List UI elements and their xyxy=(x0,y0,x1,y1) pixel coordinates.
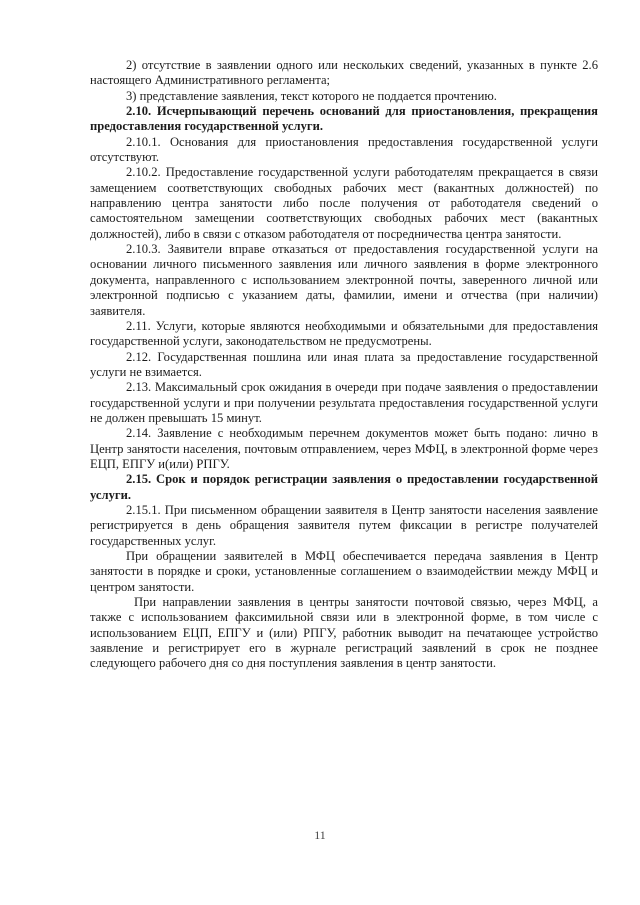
paragraph-item-1: 2) отсутствие в заявлении одного или нескольких сведений, указанных в пункте 2.6 настоящего Административного регламента; xyxy=(90,58,598,88)
paragraph-2-10-3: 2.10.3. Заявители вправе отказаться от предоставления государственной услуги на основании личного письменного заявления или личного заявления в форме электронного документа, направленного с использованием электронной почты, заверенного личной или электронной подписью с указанием даты, фамилии, имени и отчества (при наличии) заявителя. xyxy=(90,242,598,318)
paragraph-2-15-1: 2.15.1. При письменном обращении заявителя в Центр занятости населения заявление регистрируется в день обращения заявителя путем фиксации в регистре получателей государственных услуг. xyxy=(90,502,598,548)
section-heading-2-10: 2.10. Исчерпывающий перечень оснований для приостановления, прекращения предоставления государственной услуги. xyxy=(90,104,598,134)
document-body xyxy=(90,58,598,672)
paragraph-2-10-2: 2.10.2. Предоставление государственной услуги работодателям прекращается в связи замещением соответствующих свободных рабочих мест (вакантных должностей) по направлению центра занятости либо после получения от работодателя сведений о самостоятельном замещении соответствующих свободных рабочих мест (вакантных должностей), либо в связи с отказом работодателя от посредничества центра занятости. xyxy=(90,165,598,241)
page-number: 11 xyxy=(314,828,326,842)
paragraph-item-3: 3) представление заявления, текст которого не поддается прочтению. xyxy=(126,88,497,103)
paragraph-2-11: 2.11. Услуги, которые являются необходимыми и обязательными для предоставления государственной услуги, законодательством не предусмотрены. xyxy=(90,318,598,349)
paragraph-2-10-1: 2.10.1. Основания для приостановления предоставления государственной услуги отсутствуют. xyxy=(90,134,598,165)
paragraph-2-14: 2.14. Заявление с необходимым перечнем документов может быть подано: лично в Центр занятости населения, почтовым отправлением, через МФЦ, в электронной форме через ЕЦП, ЕПГУ и(или) РПГУ. xyxy=(90,426,598,471)
paragraph-2-12: 2.12. Государственная пошлина или иная плата за предоставление государственной услуги не взимается. xyxy=(90,349,598,379)
paragraph-mfc-transfer: При обращении заявителей в МФЦ обеспечивается передача заявления в Центр занятости в порядке и сроки, установленные соглашением о взаимодействии между МФЦ и центром занятости. xyxy=(90,549,598,594)
paragraph-2-13: 2.13. Максимальный срок ожидания в очереди при подаче заявления о предоставлении государственной услуги и при получении результата предоставления государственной услуги не должен превышать 15 минут. xyxy=(90,380,598,425)
paragraph-mail-registration: При направлении заявления в центры занятости почтовой связью, через МФЦ, а также с использованием факсимильной связи или в электронной форме, в том числе с использованием ЕЦП, ЕПГУ и (или) РПГУ, работник выводит на печатающее устройство заявление и регистрирует его в журнале регистраций заявлений в срок не позднее следующего рабочего дня со дня поступления заявления в центр занятости. xyxy=(90,595,598,671)
section-heading-2-15: 2.15. Срок и порядок регистрации заявления о предоставлении государственной услуги. xyxy=(90,472,598,502)
